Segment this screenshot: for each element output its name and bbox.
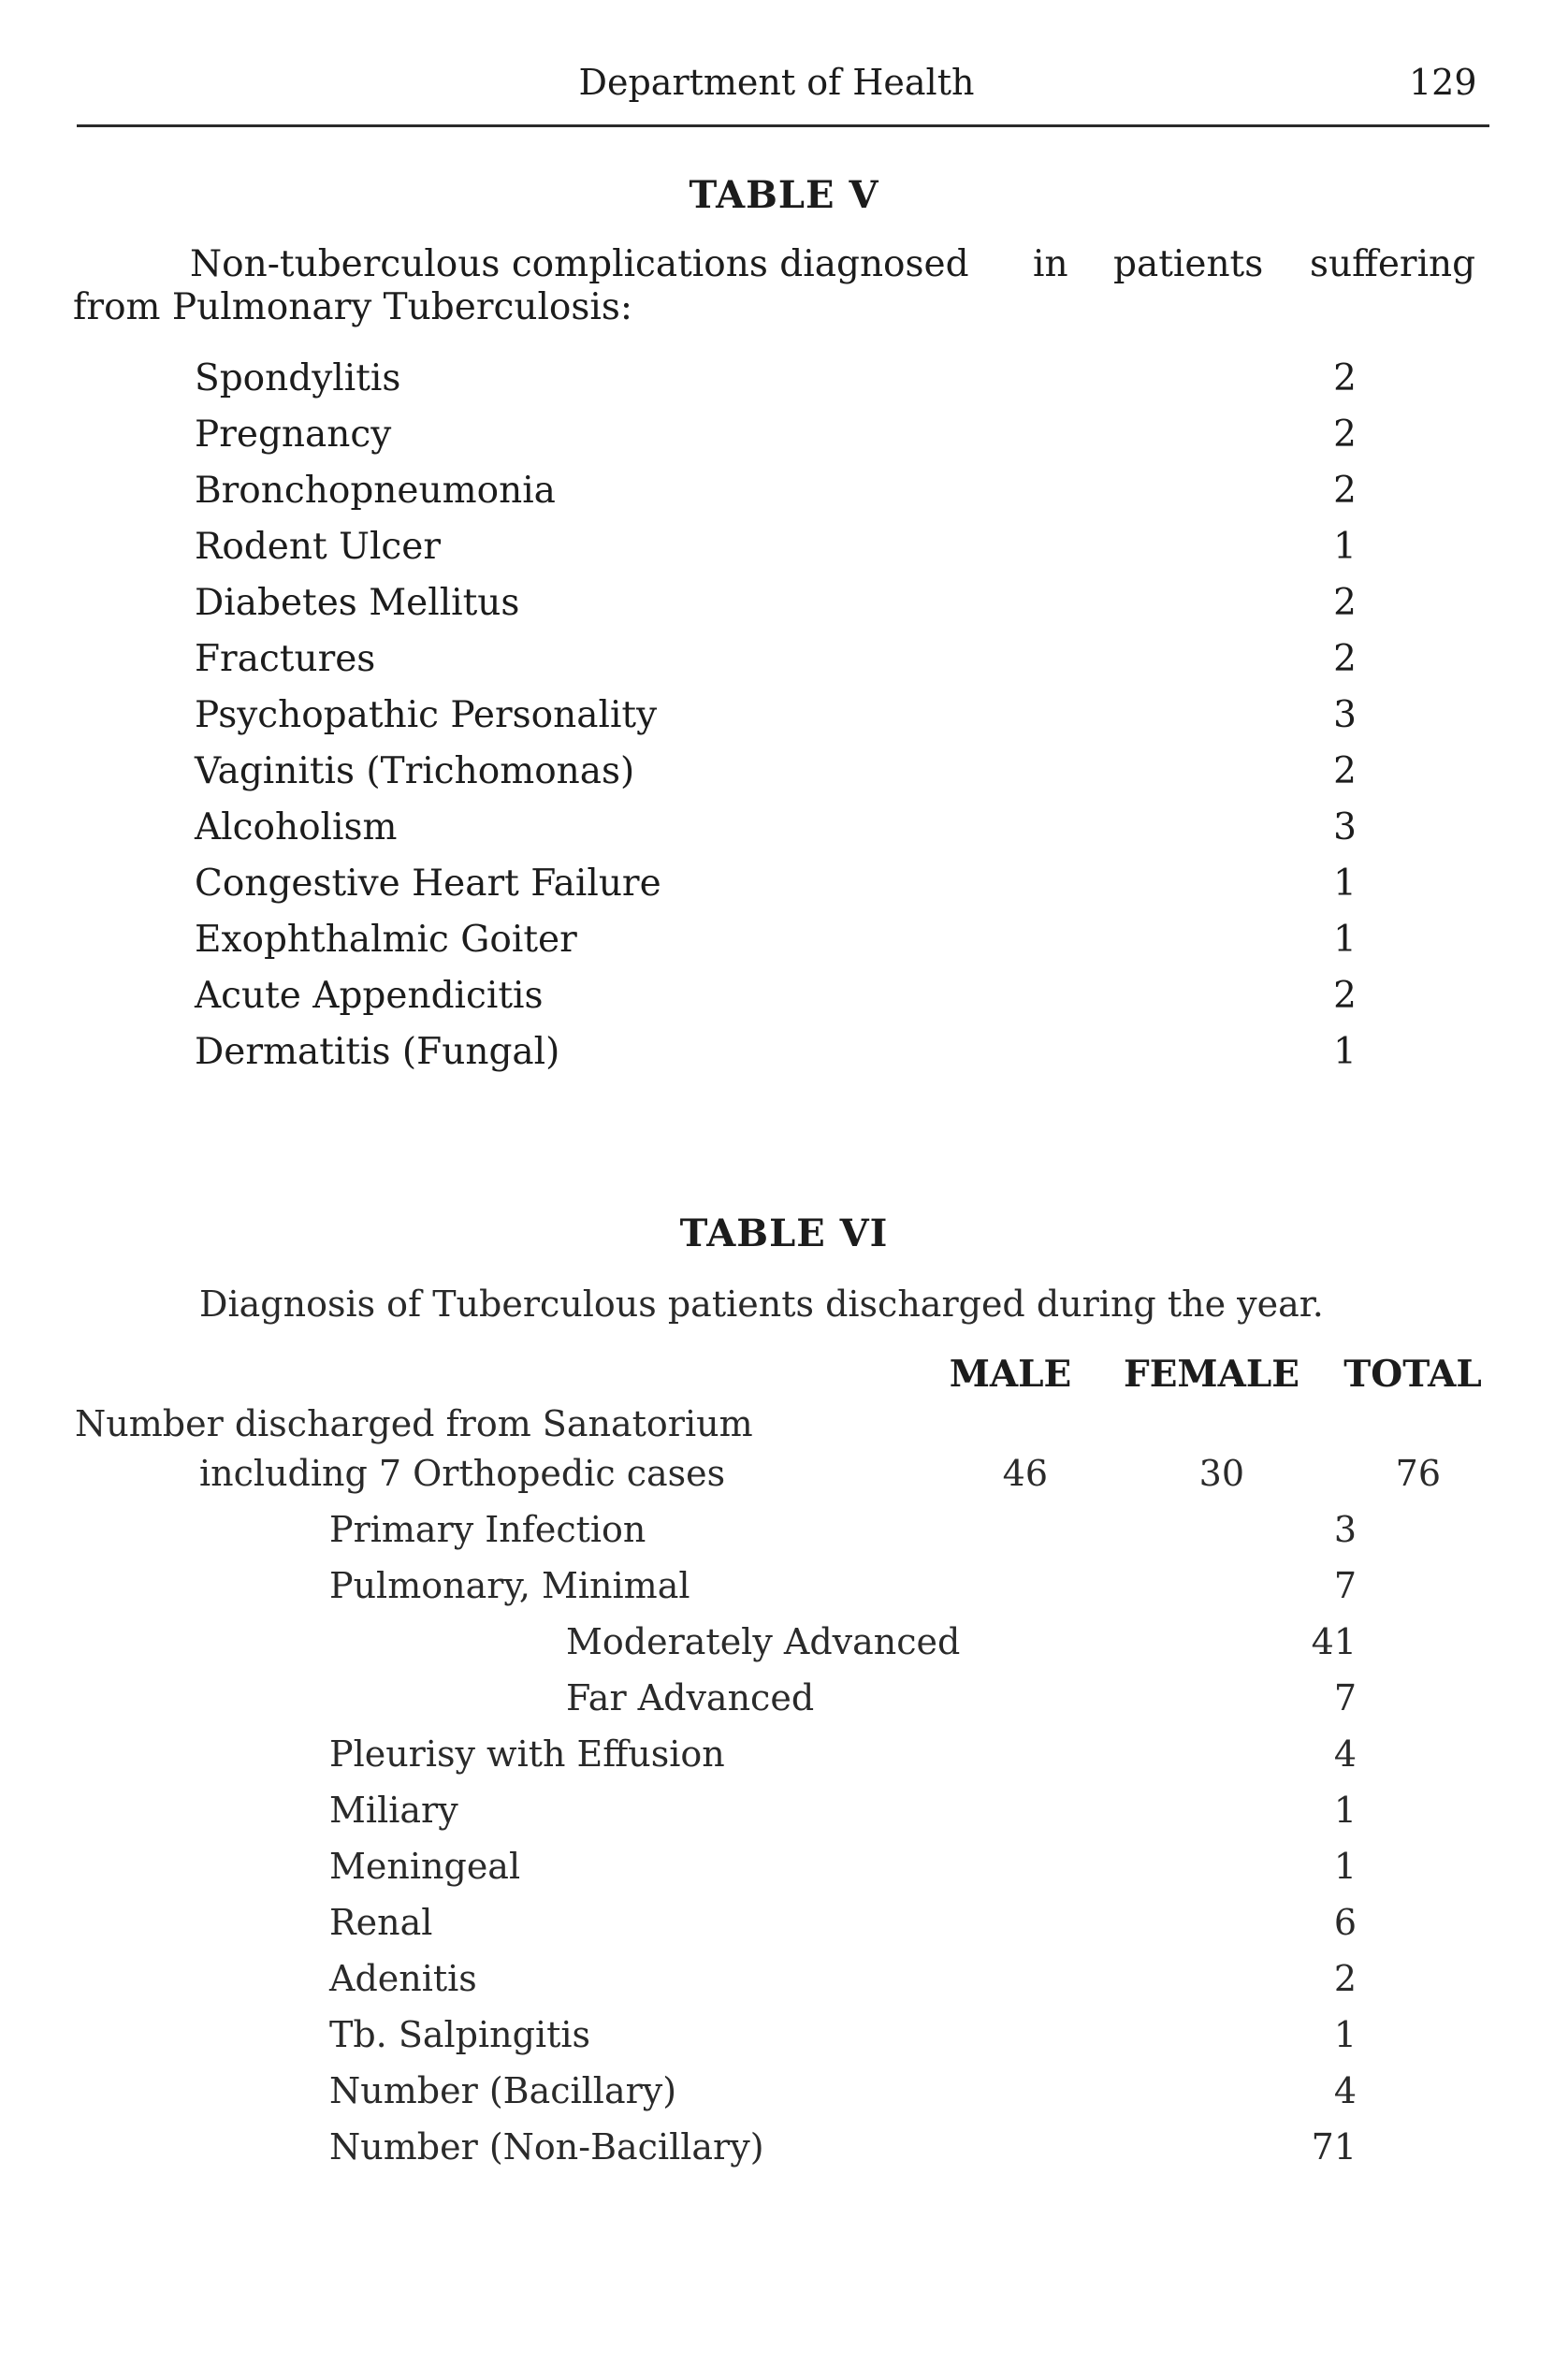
- header-rule: [77, 124, 1489, 127]
- column-header-female: FEMALE: [1124, 1353, 1299, 1396]
- discharged-female-value: 30: [1198, 1453, 1244, 1494]
- table-v-intro-line2: from Pulmonary Tuberculosis:: [73, 286, 633, 328]
- page-header-title: Department of Health: [578, 62, 975, 103]
- list-item-label: Number (Non-Bacillary): [329, 2126, 764, 2168]
- table-v-title: TABLE V: [689, 173, 879, 217]
- list-item-value: 4: [1333, 1733, 1357, 1775]
- list-item-label: Dermatitis (Fungal): [195, 1031, 560, 1073]
- list-item-label: Diabetes Mellitus: [195, 582, 520, 624]
- list-item-value: 1: [1333, 1790, 1357, 1831]
- list-item-label: Adenitis: [329, 1958, 477, 1999]
- discharged-label-line1: Number discharged from Sanatorium: [75, 1403, 753, 1444]
- list-item-label: Acute Appendicitis: [195, 975, 544, 1017]
- list-item-label: Miliary: [329, 1790, 458, 1831]
- list-item-value: 1: [1333, 863, 1357, 905]
- list-item-label: Tb. Salpingitis: [329, 2014, 591, 2055]
- list-item-label: Pregnancy: [195, 413, 392, 456]
- list-item-value: 71: [1311, 2126, 1357, 2168]
- list-item-value: 2: [1333, 1958, 1357, 1999]
- discharged-label-line2: including 7 Orthopedic cases: [199, 1453, 726, 1494]
- page-number: 129: [1409, 62, 1477, 103]
- discharged-total-value: 76: [1395, 1453, 1441, 1494]
- list-item-label: Alcoholism: [195, 806, 398, 848]
- column-header-total: TOTAL: [1343, 1353, 1482, 1396]
- table-v-intro-part-d: suffering: [1310, 243, 1476, 285]
- column-header-male: MALE: [949, 1353, 1072, 1396]
- list-item-value: 2: [1333, 357, 1357, 399]
- list-item-label: Pleurisy with Effusion: [329, 1733, 725, 1775]
- list-item-label: Number (Bacillary): [329, 2070, 677, 2111]
- list-item-value: 6: [1333, 1902, 1357, 1943]
- list-item-label: Rodent Ulcer: [195, 526, 441, 568]
- list-item-value: 7: [1333, 1565, 1357, 1606]
- list-item-value: 2: [1333, 638, 1357, 680]
- list-item-value: 1: [1333, 919, 1357, 961]
- list-item-label: Renal: [329, 1902, 433, 1943]
- list-item-label: Exophthalmic Goiter: [195, 919, 577, 961]
- table-v-intro-part-b: in: [1033, 243, 1068, 285]
- list-item-value: 4: [1333, 2070, 1357, 2111]
- list-item-value: 1: [1333, 1846, 1357, 1887]
- list-item-label: Moderately Advanced: [566, 1621, 961, 1662]
- list-item-label: Vaginitis (Trichomonas): [195, 750, 635, 792]
- list-item-value: 3: [1333, 806, 1357, 848]
- list-item-label: Spondylitis: [195, 357, 401, 399]
- list-item-value: 2: [1333, 975, 1357, 1017]
- table-v-intro-part-a: Non-tuberculous complications diagnosed: [190, 243, 969, 285]
- list-item-value: 3: [1333, 1509, 1357, 1550]
- list-item-label: Bronchopneumonia: [195, 470, 556, 512]
- list-item-value: 1: [1333, 2014, 1357, 2055]
- list-item-label: Primary Infection: [329, 1509, 646, 1550]
- list-item-label: Far Advanced: [566, 1677, 815, 1718]
- table-v-intro-part-c: patients: [1113, 243, 1264, 285]
- list-item-value: 2: [1333, 413, 1357, 456]
- table-vi-title: TABLE VI: [679, 1211, 889, 1255]
- list-item-value: 7: [1333, 1677, 1357, 1718]
- list-item-label: Psychopathic Personality: [195, 694, 658, 736]
- list-item-value: 1: [1333, 1031, 1357, 1073]
- list-item-value: 2: [1333, 470, 1357, 512]
- discharged-male-value: 46: [1002, 1453, 1048, 1494]
- list-item-value: 41: [1311, 1621, 1357, 1662]
- list-item-label: Fractures: [195, 638, 376, 680]
- list-item-value: 3: [1333, 694, 1357, 736]
- list-item-value: 1: [1333, 526, 1357, 568]
- list-item-label: Meningeal: [329, 1846, 521, 1887]
- list-item-value: 2: [1333, 582, 1357, 624]
- table-vi-intro: Diagnosis of Tuberculous patients discharged during the year.: [199, 1283, 1324, 1325]
- list-item-value: 2: [1333, 750, 1357, 792]
- list-item-label: Congestive Heart Failure: [195, 863, 661, 905]
- list-item-label: Pulmonary, Minimal: [329, 1565, 690, 1606]
